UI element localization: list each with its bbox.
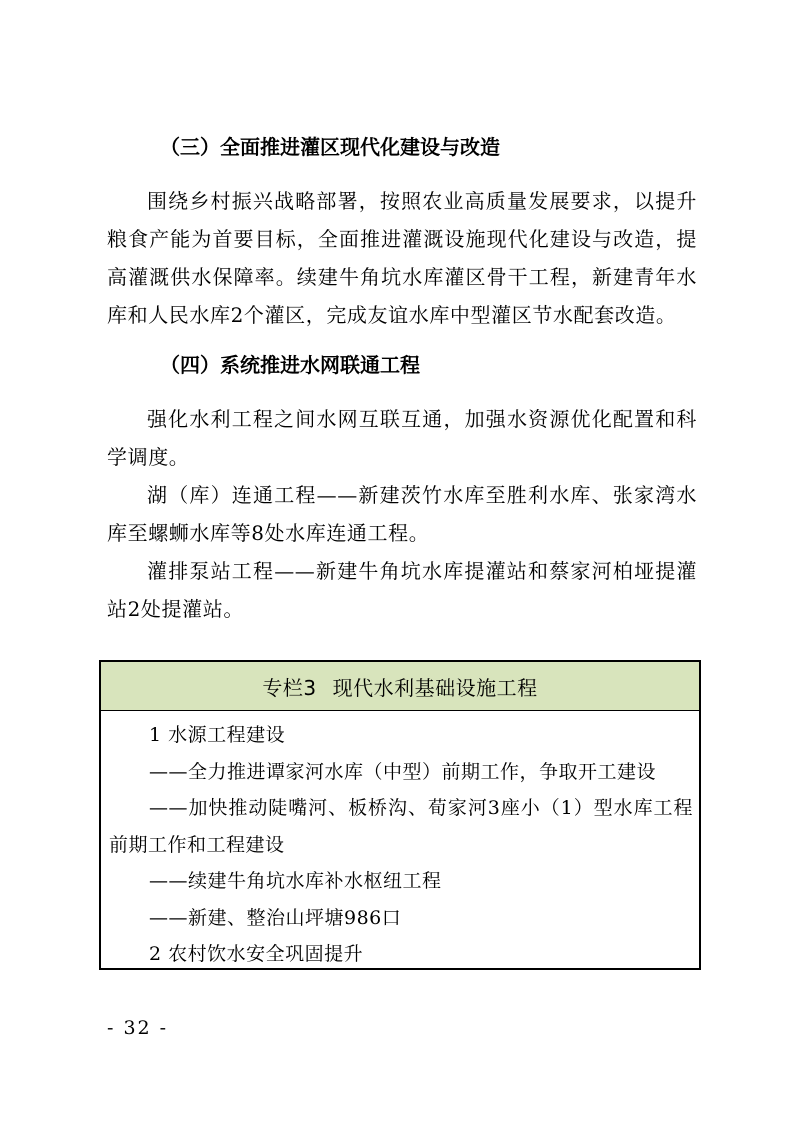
column-box-line: ——全力推进谭家河水库（中型）前期工作，争取开工建设 xyxy=(149,760,657,783)
column-box-line: 1 水源工程建设 xyxy=(149,724,286,746)
column-box-line: ——新建、整治山坪塘986口 xyxy=(149,906,402,929)
column-box-line: 2 农村饮水安全巩固提升 xyxy=(149,943,364,965)
column-box-title: 现代水利基础设施工程 xyxy=(332,675,538,700)
column-box-label: 专栏3 xyxy=(262,675,317,700)
column-box-header xyxy=(101,662,699,711)
section-4-paragraph-1: 强化水利工程之间水网互联互通，加强水资源优化配置和科学调度。 xyxy=(107,407,697,469)
column-box-body xyxy=(101,711,699,973)
column-box xyxy=(99,660,701,970)
column-box-line: ——加快推动陡嘴河、板桥沟、荀家河3座小（1）型水库工程前期工作和工程建设 xyxy=(109,797,693,856)
section-4-paragraph-3: 灌排泵站工程——新建牛角坑水库提灌站和蔡家河柏垭提灌站2处提灌站。 xyxy=(107,559,697,621)
column-box-line: ——续建牛角坑水库补水枢纽工程 xyxy=(149,870,442,892)
section-heading-3: （三）全面推进灌区现代化建设与改造 xyxy=(160,135,500,159)
section-4-paragraph-2: 湖（库）连通工程——新建茨竹水库至胜利水库、张家湾水库至螺蛳水库等8处水库连通工程。 xyxy=(107,483,697,545)
section-heading-4: （四）系统推进水网联通工程 xyxy=(160,353,420,377)
page-number: - 32 - xyxy=(107,1017,169,1039)
section-3-paragraph: 围绕乡村振兴战略部署，按照农业高质量发展要求，以提升粮食产能为首要目标，全面推进灌溉设施现代化建设与改造，提高灌溉供水保障率。续建牛角坑水库灌区骨干工程，新建青年水库和人民水库2个灌区，完成友谊水库中型灌区节水配套改造。 xyxy=(107,189,697,327)
